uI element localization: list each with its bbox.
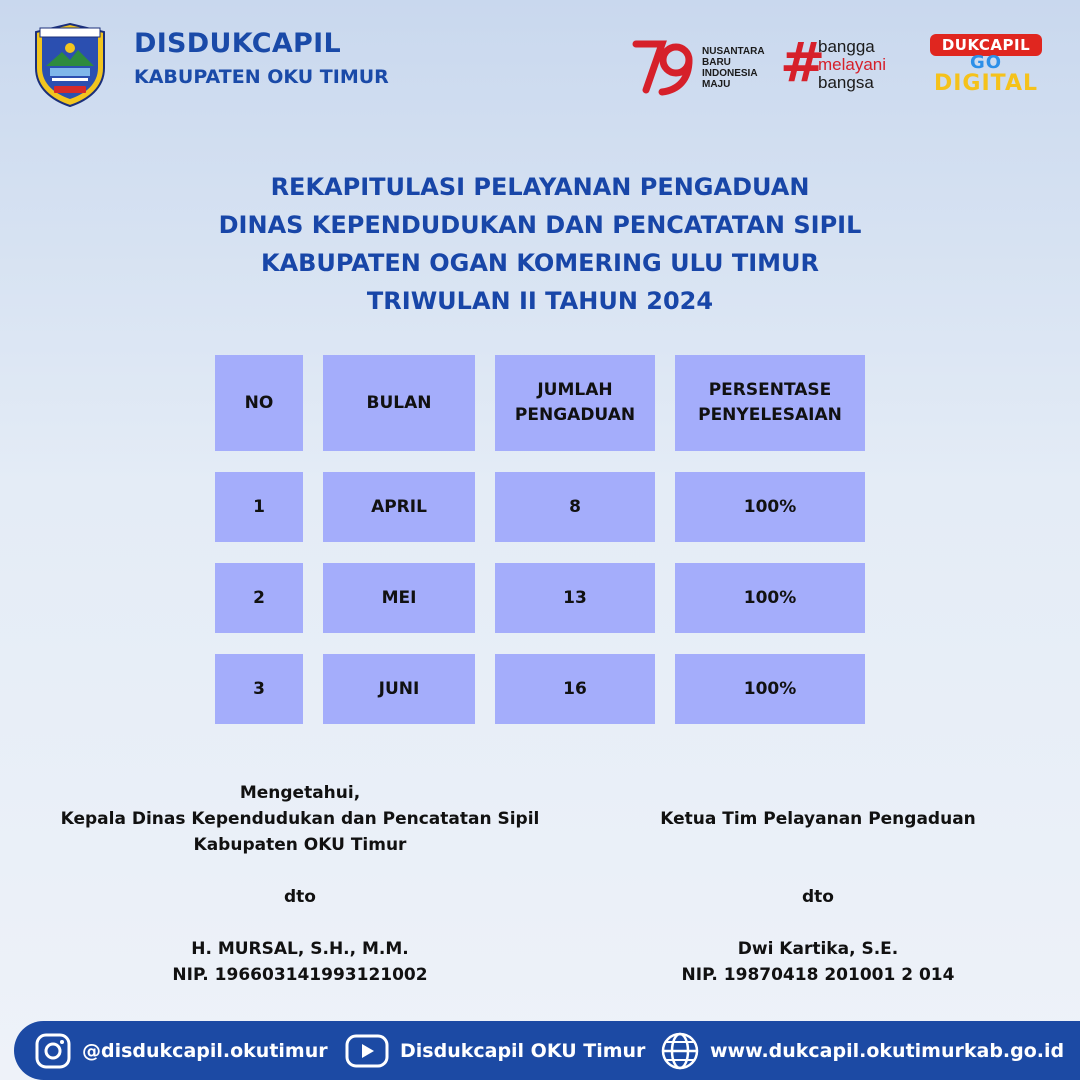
header-jumlah-line-1: JUMLAH <box>537 380 613 400</box>
hash-icon: # <box>780 31 826 94</box>
header-no-label: NO <box>244 392 274 413</box>
brand-title: DISDUKCAPIL <box>134 28 341 59</box>
brand-subtitle: KABUPATEN OKU TIMUR <box>134 66 389 88</box>
left-nip: NIP. 196603141993121002 <box>172 965 428 985</box>
table-cell-jumlah: 16 <box>495 654 655 724</box>
footer-youtube-label: Disdukcapil OKU Timur <box>400 1039 646 1062</box>
left-role-line-1: Kepala Dinas Kependudukan dan Pencatatan Sipil <box>60 809 540 829</box>
footer-instagram-link[interactable] <box>34 1021 328 1080</box>
bangga-line-3: bangsa <box>818 73 874 92</box>
header-persentase-line-2: PENYELESAIAN <box>698 405 842 425</box>
gd-dukcapil: DUKCAPIL <box>930 34 1042 56</box>
title-line-2: DINAS KEPENDUDUKAN DAN PENCATATAN SIPIL <box>218 211 862 239</box>
table-cell-no: 3 <box>215 654 303 724</box>
ri-line-2: BARU <box>702 57 731 68</box>
youtube-icon <box>344 1032 390 1070</box>
left-dto: dto <box>284 887 316 907</box>
instagram-icon <box>34 1032 72 1070</box>
regency-seal-logo <box>32 22 108 108</box>
page-title <box>0 168 1080 320</box>
footer-website-link[interactable] <box>660 1021 1064 1080</box>
title-line-3: KABUPATEN OGAN KOMERING ULU TIMUR <box>260 249 820 277</box>
footer-youtube-link[interactable] <box>344 1021 645 1080</box>
left-intro: Mengetahui, <box>239 783 361 803</box>
table-cell-jumlah: 8 <box>495 472 655 542</box>
bangga-text <box>818 38 886 92</box>
header-jumlah <box>495 355 655 451</box>
right-nip: NIP. 19870418 201001 2 014 <box>681 965 955 985</box>
gd-digital: DIGITAL <box>933 71 1039 96</box>
table-cell-bulan: APRIL <box>323 472 475 542</box>
ri-line-3: INDONESIA <box>702 68 758 79</box>
right-role: Ketua Tim Pelayanan Pengaduan <box>660 809 976 829</box>
header-jumlah-line-2: PENGADUAN <box>514 405 636 425</box>
table-cell-persentase: 100% <box>675 472 865 542</box>
table-cell-no: 2 <box>215 563 303 633</box>
globe-icon <box>660 1031 700 1071</box>
right-dto: dto <box>802 887 834 907</box>
ri-line-1: NUSANTARA <box>702 46 765 57</box>
gd-go: GO <box>969 52 1003 73</box>
header-bulan <box>323 355 475 451</box>
header-persentase <box>675 355 865 451</box>
table-cell-jumlah: 13 <box>495 563 655 633</box>
ri-logo-text <box>702 46 765 90</box>
footer-bar <box>14 1021 1080 1080</box>
header-persentase-line-1: PERSENTASE <box>708 380 832 400</box>
title-line-4: TRIWULAN II TAHUN 2024 <box>366 287 714 315</box>
bangga-line-1: bangga <box>818 37 875 56</box>
left-role-line-2: Kabupaten OKU Timur <box>193 835 407 855</box>
table-cell-no: 1 <box>215 472 303 542</box>
table-cell-bulan: MEI <box>323 563 475 633</box>
signature-right <box>600 806 1036 988</box>
title-line-1: REKAPITULASI PELAYANAN PENGADUAN <box>270 173 810 201</box>
left-name: H. MURSAL, S.H., M.M. <box>191 939 409 959</box>
bangga-line-2: melayani <box>818 55 887 74</box>
ri-79-number-graphic <box>632 38 696 96</box>
table-cell-persentase: 100% <box>675 654 865 724</box>
ri-line-4: MAJU <box>702 79 731 90</box>
footer-website-label: www.dukcapil.okutimurkab.go.id <box>710 1039 1065 1062</box>
header-no <box>215 355 303 451</box>
header-bulan-label: BULAN <box>366 392 432 413</box>
right-name: Dwi Kartika, S.E. <box>737 939 899 959</box>
footer-instagram-label: @disdukcapil.okutimur <box>82 1039 328 1062</box>
bangga-melayani-bangsa-logo <box>780 31 910 96</box>
table-cell-bulan: JUNI <box>323 654 475 724</box>
ri-79-logo <box>632 38 772 96</box>
table-cell-persentase: 100% <box>675 563 865 633</box>
dukcapil-go-digital-logo <box>924 34 1048 98</box>
signature-left <box>40 780 560 988</box>
